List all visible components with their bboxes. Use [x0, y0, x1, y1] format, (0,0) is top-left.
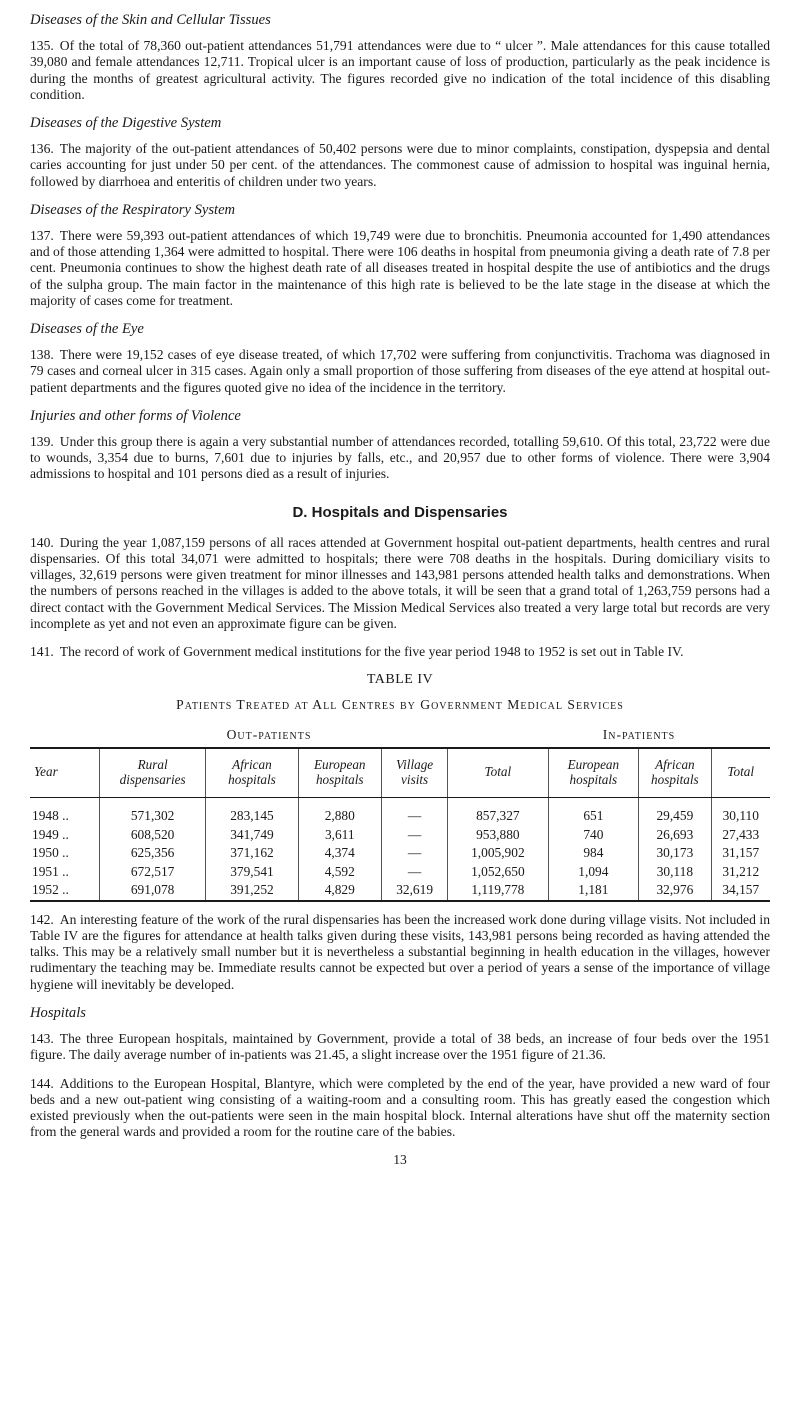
table-cell: 341,749 [206, 825, 298, 844]
column-header: Total [448, 748, 548, 798]
table-cell: 1,005,902 [448, 843, 548, 862]
table-cell: 1,094 [548, 862, 639, 881]
paragraph-number: 136. [30, 141, 54, 157]
column-header: Year [30, 748, 99, 798]
table-cell: 608,520 [99, 825, 206, 844]
table-cell: 283,145 [206, 797, 298, 824]
table-cell: 32,976 [639, 880, 711, 901]
table-row [30, 843, 770, 862]
table-cell: 1948 .. [32, 807, 69, 823]
table-cell: 391,252 [206, 880, 298, 901]
group-header-out-patients: Out-patients [226, 726, 312, 742]
paragraph-text: Under this group there is again a very substantial number of attendances recorded, totalling 59,610. Of this total, 23,722 were due to wounds, 3,354 due to burns, 7,601 due to injuries by falls, etc., and 20,957 due to other forms of violence. There were 3,904 admissions to hospital and 101 persons died as a result of injuries. [30, 434, 770, 482]
table-cell: 31,212 [711, 862, 770, 881]
paragraph-142 [30, 912, 770, 993]
table-cell: 740 [548, 825, 639, 844]
paragraph-text: Of the total of 78,360 out-patient attendances 51,791 attendances were due to “ ulcer ”. Male attendances for this cause totalled 39,080 and female attendances 12,711. Tropical ulcer is an important cause of loss of production, particularly as the peak incidence is during the months of greatest agricultural activity. The figures recorded give no indication of the total incidence of this disabling condition. [30, 38, 770, 102]
table-cell: 29,459 [639, 797, 711, 824]
column-header: African hospitals [206, 748, 298, 798]
table-cell: — [382, 825, 448, 844]
column-header: African hospitals [639, 748, 711, 798]
table-cell: 2,880 [298, 797, 381, 824]
paragraph-number: 143. [30, 1031, 54, 1047]
table-cell: 691,078 [99, 880, 206, 901]
table-cell: 30,173 [639, 843, 711, 862]
paragraph-number: 140. [30, 534, 54, 550]
table-cell: 30,118 [639, 862, 711, 881]
table-cell: — [382, 862, 448, 881]
paragraph-139 [30, 434, 770, 483]
table-cell: — [382, 797, 448, 824]
paragraph-number: 141. [30, 644, 54, 660]
table-cell: 1950 .. [32, 845, 69, 861]
paragraph-140 [30, 535, 770, 632]
column-header: Rural dispensaries [99, 748, 206, 798]
paragraph-number: 138. [30, 347, 54, 363]
paragraph-135 [30, 38, 770, 103]
section-heading-hospitals: Hospitals [30, 1004, 86, 1021]
section-heading-respiratory: Diseases of the Respiratory System [30, 201, 236, 218]
table-label: TABLE IV [366, 672, 434, 688]
column-header: European hospitals [548, 748, 639, 798]
table-cell: 3,611 [298, 825, 381, 844]
table-cell: 4,374 [298, 843, 381, 862]
table-cell: 1,119,778 [448, 880, 548, 901]
paragraph-text: The majority of the out-patient attendances of 50,402 persons were due to minor complaints, constipation, dyspepsia and dental caries accounting for just under 50 per cent. of the attendances. The commonest cause of admission to hospital was inguinal hernia, followed by diarrhoea and enteritis of children under two years. [30, 141, 770, 189]
paragraph-number: 135. [30, 38, 54, 54]
column-header: European hospitals [298, 748, 381, 798]
column-header: Village visits [382, 748, 448, 798]
column-header: Total [711, 748, 770, 798]
group-header-in-patients: In-patients [602, 726, 676, 742]
table-cell: — [382, 843, 448, 862]
table-title: Patients Treated at All Centres by Government Medical Services [176, 696, 624, 712]
main-section-heading: D. Hospitals and Dispensaries [292, 503, 508, 521]
table-row [30, 880, 770, 901]
paragraph-number: 139. [30, 434, 54, 450]
table-cell: 31,157 [711, 843, 770, 862]
table-cell: 4,829 [298, 880, 381, 901]
table-row [30, 862, 770, 881]
table-row [30, 797, 770, 824]
paragraph-text: During the year 1,087,159 persons of all races attended at Government hospital out-patient departments, health centres and rural dispensaries. Of this total 34,071 were admitted to hospitals; there were 708 deaths in the hospitals. During domiciliary visits to villages, 32,619 persons were given treatment for minor illnesses and 143,981 persons attended health talks and demonstrations. When the numbers of persons reached in the villages is added to the above totals, it will be seen that a grand total of 1,263,759 persons had a direct contact with the Government Medical Services. The Mission Medical Services also treated a very large total but records are very incomplete as yet and not even an approximate figure can be given. [30, 534, 770, 631]
table-group-headers [30, 727, 770, 743]
paragraph-text: There were 19,152 cases of eye disease treated, of which 17,702 were suffering from conjunctivitis. Trachoma was diagnosed in 79 cases and corneal ulcer in 315 cases. Again only a small proportion of those suffering from diseases of the eye attend at hospital out-patient departments and the figures quoted give no idea of the incidence in the territory. [30, 347, 770, 395]
paragraph-number: 137. [30, 228, 54, 244]
paragraph-141 [30, 644, 770, 660]
paragraph-143 [30, 1031, 770, 1063]
paragraph-number: 142. [30, 911, 54, 927]
section-heading-eye: Diseases of the Eye [30, 321, 144, 338]
paragraph-144 [30, 1076, 770, 1141]
table-cell: 953,880 [448, 825, 548, 844]
table-cell: 857,327 [448, 797, 548, 824]
table-cell: 1951 .. [32, 863, 69, 879]
paragraph-text: The three European hospitals, maintained by Government, provide a total of 38 beds, an increase of four beds over the 1951 figure. The daily average number of in-patients was 21.45, a slight increase over the 1951 figure of 21.36. [30, 1031, 770, 1063]
table-header-row [30, 748, 770, 798]
table-cell: 32,619 [382, 880, 448, 901]
paragraph-text: The record of work of Government medical institutions for the five year period 1948 to 1952 is set out in Table IV. [59, 644, 684, 660]
table-cell: 27,433 [711, 825, 770, 844]
table-cell: 571,302 [99, 797, 206, 824]
paragraph-137 [30, 228, 770, 309]
paragraph-number: 144. [30, 1075, 54, 1091]
table-cell: 1,052,650 [448, 862, 548, 881]
table-cell: 1949 .. [32, 826, 69, 842]
section-heading-injuries: Injuries and other forms of Violence [30, 407, 241, 424]
table-cell: 26,693 [639, 825, 711, 844]
table-cell: 625,356 [99, 843, 206, 862]
paragraph-138 [30, 347, 770, 396]
paragraph-136 [30, 141, 770, 190]
table-cell: 4,592 [298, 862, 381, 881]
table-cell: 1952 .. [30, 880, 99, 901]
table-row [30, 825, 770, 844]
section-heading-digestive: Diseases of the Digestive System [30, 115, 222, 132]
paragraph-text: An interesting feature of the work of the rural dispensaries has been the increased work done during village visits. Not included in Table IV are the figures for attendance at health talks given during these visits, 143,981 persons being recorded as having attended the talks. This may be a relatively small number but it is nevertheless a substantial beginning in health education in the villages, however rudimentary the teaching may be. Immediate results cannot be expected but over a period of years a sense of the importance of village hygiene will inevitably be developed. [30, 911, 770, 992]
table-cell: 984 [548, 843, 639, 862]
table-cell: 379,541 [206, 862, 298, 881]
table-cell: 672,517 [99, 862, 206, 881]
page-number: 13 [393, 1152, 407, 1168]
patients-table [30, 747, 770, 902]
paragraph-text: Additions to the European Hospital, Blantyre, which were completed by the end of the year, have provided a new ward of four beds and a new out-patient wing consisting of a waiting-room and a consulting room. This has greatly eased the congestion which existed previously when the out-patients were seen in the main hospital block. Internal alterations have shut off the maternity section from the general wards and provided a room for the routine care of the babies. [30, 1075, 770, 1140]
table-cell: 1,181 [548, 880, 639, 901]
table-cell: 34,157 [711, 880, 770, 901]
paragraph-text: There were 59,393 out-patient attendances of which 19,749 were due to bronchitis. Pneumonia accounted for 1,490 attendances and of those attending 1,364 were admitted to hospital. There were 106 deaths in hospital from pneumonia giving a death rate of 7.8 per cent. Pneumonia continues to show the highest death rate of all diseases treated in hospital despite the use of antibiotics and the drugs of the sulpha group. The main factor in the maintenance of this high rate is believed to be the late stage in the disease at which the majority of cases come for treatment. [30, 228, 770, 308]
section-heading-skin: Diseases of the Skin and Cellular Tissues [30, 12, 271, 28]
table-cell: 651 [548, 797, 639, 824]
table-cell: 371,162 [206, 843, 298, 862]
table-cell: 30,110 [711, 797, 770, 824]
